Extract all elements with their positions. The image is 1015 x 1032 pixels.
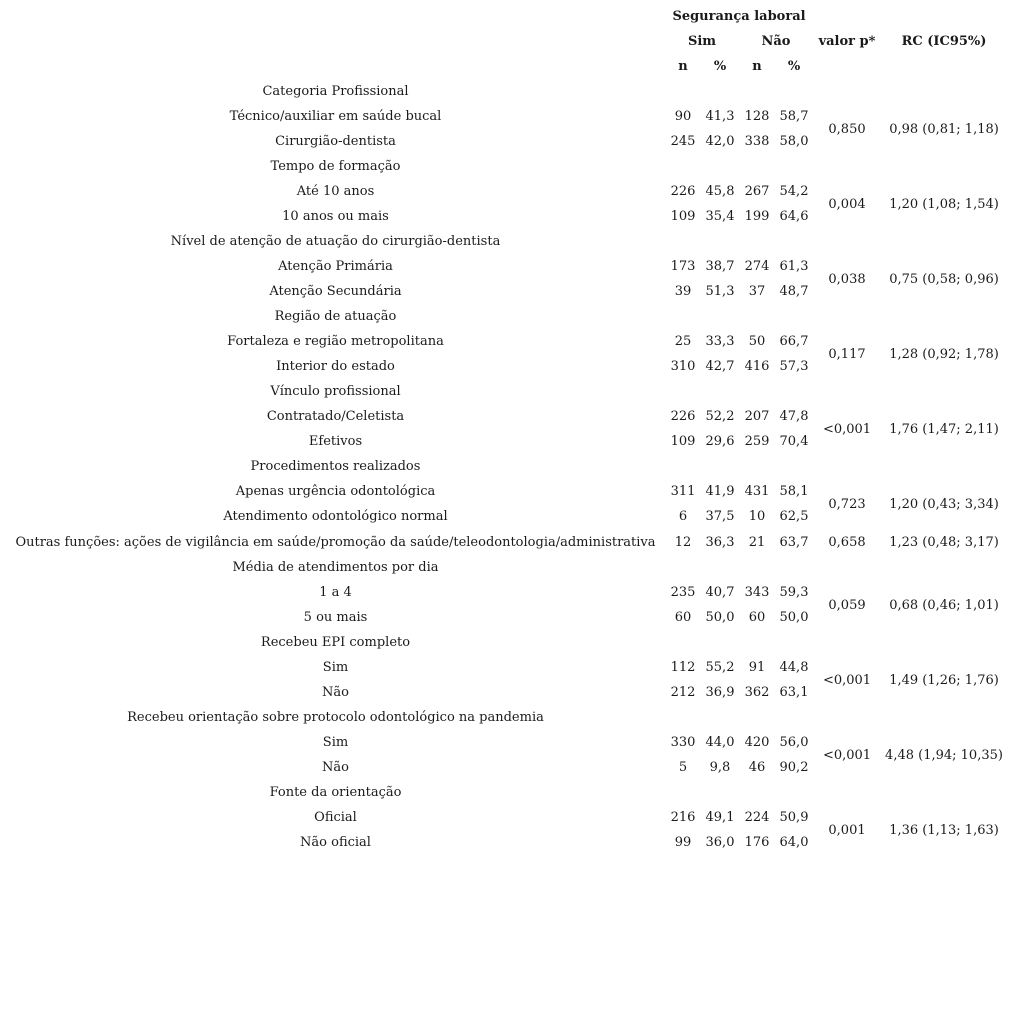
nao-pct: 58,1 — [779, 484, 809, 499]
sim-pct: 33,3 — [705, 334, 735, 349]
nao-pct: 44,8 — [779, 660, 809, 675]
header-pvalue: valor p* — [818, 34, 876, 49]
sim-n: 109 — [670, 434, 696, 449]
sim-pct: 42,0 — [705, 134, 735, 149]
sim-pct: 36,3 — [705, 534, 735, 550]
nao-pct: 70,4 — [779, 434, 809, 449]
sim-n: 226 — [670, 184, 696, 199]
nao-n: 50 — [748, 334, 766, 349]
nao-n: 420 — [744, 735, 770, 750]
category-title: Fonte da orientação — [269, 785, 402, 800]
nao-pct: 90,2 — [779, 760, 809, 775]
row-label: Sim — [322, 660, 349, 675]
sim-pct: 9,8 — [709, 760, 731, 775]
sim-pct: 40,7 — [705, 585, 735, 600]
category-title: Procedimentos realizados — [250, 459, 421, 474]
row-label: 10 anos ou mais — [282, 209, 389, 224]
sim-n: 99 — [674, 835, 692, 850]
nao-pct: 64,6 — [779, 209, 809, 224]
header-sim-n: n — [678, 59, 688, 74]
p-value: 0,059 — [828, 597, 866, 613]
sim-pct: 50,0 — [705, 610, 735, 625]
table-row — [6, 655, 1007, 680]
sim-n: 311 — [670, 484, 696, 499]
category-row — [6, 304, 1007, 329]
row-label: 1 a 4 — [319, 585, 352, 600]
sim-n: 90 — [674, 109, 692, 124]
sim-n: 226 — [670, 409, 696, 424]
odds-ratio: 4,48 (1,94; 10,35) — [885, 747, 1003, 763]
nao-n: 207 — [744, 409, 770, 424]
table-row — [6, 329, 1007, 354]
table-row — [6, 404, 1007, 429]
row-label: Sim — [322, 735, 349, 750]
nao-n: 267 — [744, 184, 770, 199]
p-value: 0,658 — [828, 534, 866, 550]
nao-n: 46 — [748, 760, 766, 775]
sim-pct: 51,3 — [705, 284, 735, 299]
row-label: Não — [322, 685, 349, 700]
row-label: 5 ou mais — [303, 610, 368, 625]
sim-n: 25 — [674, 334, 692, 349]
nao-pct: 59,3 — [779, 585, 809, 600]
table-row — [6, 529, 1007, 555]
sim-pct: 49,1 — [705, 810, 735, 825]
sim-n: 212 — [670, 685, 696, 700]
nao-n: 274 — [744, 259, 770, 274]
sim-pct: 41,9 — [705, 484, 735, 499]
row-label: Não — [322, 760, 349, 775]
header-sim: Sim — [687, 34, 717, 49]
sim-pct: 36,0 — [705, 835, 735, 850]
sim-pct: 55,2 — [705, 660, 735, 675]
sim-pct: 45,8 — [705, 184, 735, 199]
nao-n: 431 — [744, 484, 770, 499]
nao-n: 362 — [744, 685, 770, 700]
row-label: Apenas urgência odontológica — [235, 484, 436, 499]
row-label: Efetivos — [308, 434, 363, 449]
sim-pct: 41,3 — [705, 109, 735, 124]
nao-pct: 66,7 — [779, 334, 809, 349]
nao-pct: 61,3 — [779, 259, 809, 274]
category-title: Vínculo profissional — [270, 384, 401, 399]
nao-n: 37 — [748, 284, 766, 299]
nao-n: 128 — [744, 109, 770, 124]
nao-n: 343 — [744, 585, 770, 600]
results-table — [6, 4, 1007, 855]
row-label: Atendimento odontológico normal — [223, 509, 448, 524]
nao-pct: 50,0 — [779, 610, 809, 625]
table-row — [6, 805, 1007, 830]
odds-ratio: 0,75 (0,58; 0,96) — [889, 271, 999, 287]
sim-pct: 29,6 — [705, 434, 735, 449]
row-label: Interior do estado — [276, 359, 395, 374]
odds-ratio: 1,49 (1,26; 1,76) — [889, 672, 999, 688]
nao-pct: 58,0 — [779, 134, 809, 149]
nao-pct: 64,0 — [779, 835, 809, 850]
category-row — [6, 379, 1007, 404]
sim-n: 109 — [670, 209, 696, 224]
nao-pct: 54,2 — [779, 184, 809, 199]
p-value: <0,001 — [822, 747, 872, 763]
p-value: <0,001 — [822, 421, 872, 437]
nao-pct: 63,7 — [779, 534, 809, 550]
nao-pct: 56,0 — [779, 735, 809, 750]
sim-n: 60 — [674, 610, 692, 625]
nao-pct: 47,8 — [779, 409, 809, 424]
category-title: Tempo de formação — [270, 159, 401, 174]
sim-pct: 35,4 — [705, 209, 735, 224]
table-row — [6, 580, 1007, 605]
odds-ratio: 0,68 (0,46; 1,01) — [889, 597, 999, 613]
odds-ratio: 1,28 (0,92; 1,78) — [889, 346, 999, 362]
category-row — [6, 780, 1007, 805]
row-label: Contratado/Celetista — [266, 409, 405, 424]
sim-n: 216 — [670, 810, 696, 825]
category-title: Nível de atenção de atuação do cirurgião-dentista — [170, 234, 501, 249]
category-row — [6, 454, 1007, 479]
category-row — [6, 555, 1007, 580]
sim-pct: 37,5 — [705, 509, 735, 524]
category-title: Região de atuação — [274, 309, 397, 324]
category-row — [6, 79, 1007, 104]
sim-pct: 52,2 — [705, 409, 735, 424]
nao-n: 91 — [748, 660, 766, 675]
odds-ratio: 1,20 (1,08; 1,54) — [889, 196, 999, 212]
row-label: Técnico/auxiliar em saúde bucal — [229, 109, 442, 124]
nao-pct: 48,7 — [779, 284, 809, 299]
category-row — [6, 229, 1007, 254]
table-row — [6, 479, 1007, 504]
row-label: Não oficial — [300, 835, 371, 850]
header-nao: Não — [761, 34, 791, 49]
nao-n: 224 — [744, 810, 770, 825]
category-title: Média de atendimentos por dia — [232, 560, 439, 575]
nao-pct: 62,5 — [779, 509, 809, 524]
nao-n: 338 — [744, 134, 770, 149]
table-row — [6, 104, 1007, 129]
sim-pct: 38,7 — [705, 259, 735, 274]
odds-ratio: 0,98 (0,81; 1,18) — [889, 121, 999, 137]
row-label: Até 10 anos — [296, 184, 375, 199]
header-rc: RC (IC95%) — [901, 34, 987, 49]
category-row — [6, 705, 1007, 730]
table-header — [6, 4, 1007, 79]
sim-n: 310 — [670, 359, 696, 374]
table-body — [6, 79, 1007, 855]
odds-ratio: 1,76 (1,47; 2,11) — [889, 421, 999, 437]
nao-n: 416 — [744, 359, 770, 374]
odds-ratio: 1,36 (1,13; 1,63) — [889, 822, 999, 838]
header-nao-n: n — [752, 59, 762, 74]
nao-n: 259 — [744, 434, 770, 449]
nao-pct: 63,1 — [779, 685, 809, 700]
row-label: Outras funções: ações de vigilância em saúde/promoção da saúde/teleodontologia/administrativa — [15, 534, 656, 550]
category-title: Categoria Profissional — [262, 84, 409, 99]
nao-n: 10 — [748, 509, 766, 524]
row-label: Cirurgião-dentista — [275, 134, 396, 149]
category-row — [6, 154, 1007, 179]
odds-ratio: 1,20 (0,43; 3,34) — [889, 496, 999, 512]
table-row — [6, 730, 1007, 755]
row-label: Atenção Secundária — [269, 284, 402, 299]
category-title: Recebeu orientação sobre protocolo odontológico na pandemia — [127, 710, 544, 725]
table-row — [6, 179, 1007, 204]
category-row — [6, 630, 1007, 655]
p-value: 0,038 — [828, 271, 866, 287]
header-sim-pct: % — [713, 59, 727, 74]
sim-n: 39 — [674, 284, 692, 299]
sim-n: 235 — [670, 585, 696, 600]
p-value: 0,117 — [828, 346, 866, 362]
nao-pct: 57,3 — [779, 359, 809, 374]
category-title: Recebeu EPI completo — [260, 635, 411, 650]
sim-n: 330 — [670, 735, 696, 750]
p-value: <0,001 — [822, 672, 872, 688]
nao-pct: 50,9 — [779, 810, 809, 825]
row-label: Atenção Primária — [278, 259, 393, 274]
p-value: 0,001 — [828, 822, 866, 838]
nao-n: 21 — [748, 534, 766, 550]
odds-ratio: 1,23 (0,48; 3,17) — [889, 534, 999, 550]
nao-pct: 58,7 — [779, 109, 809, 124]
sim-n: 12 — [674, 534, 692, 550]
p-value: 0,850 — [828, 121, 866, 137]
header-group-title: Segurança laboral — [672, 9, 806, 24]
sim-n: 5 — [678, 760, 688, 775]
sim-n: 6 — [678, 509, 688, 524]
row-label: Fortaleza e região metropolitana — [227, 334, 444, 349]
sim-pct: 44,0 — [705, 735, 735, 750]
p-value: 0,723 — [828, 496, 866, 512]
sim-pct: 36,9 — [705, 685, 735, 700]
sim-n: 112 — [670, 660, 696, 675]
sim-pct: 42,7 — [705, 359, 735, 374]
nao-n: 60 — [748, 610, 766, 625]
table-row — [6, 254, 1007, 279]
row-label: Oficial — [314, 810, 357, 825]
sim-n: 245 — [670, 134, 696, 149]
p-value: 0,004 — [828, 196, 866, 212]
nao-n: 199 — [744, 209, 770, 224]
header-nao-pct: % — [787, 59, 801, 74]
sim-n: 173 — [670, 259, 696, 274]
nao-n: 176 — [744, 835, 770, 850]
